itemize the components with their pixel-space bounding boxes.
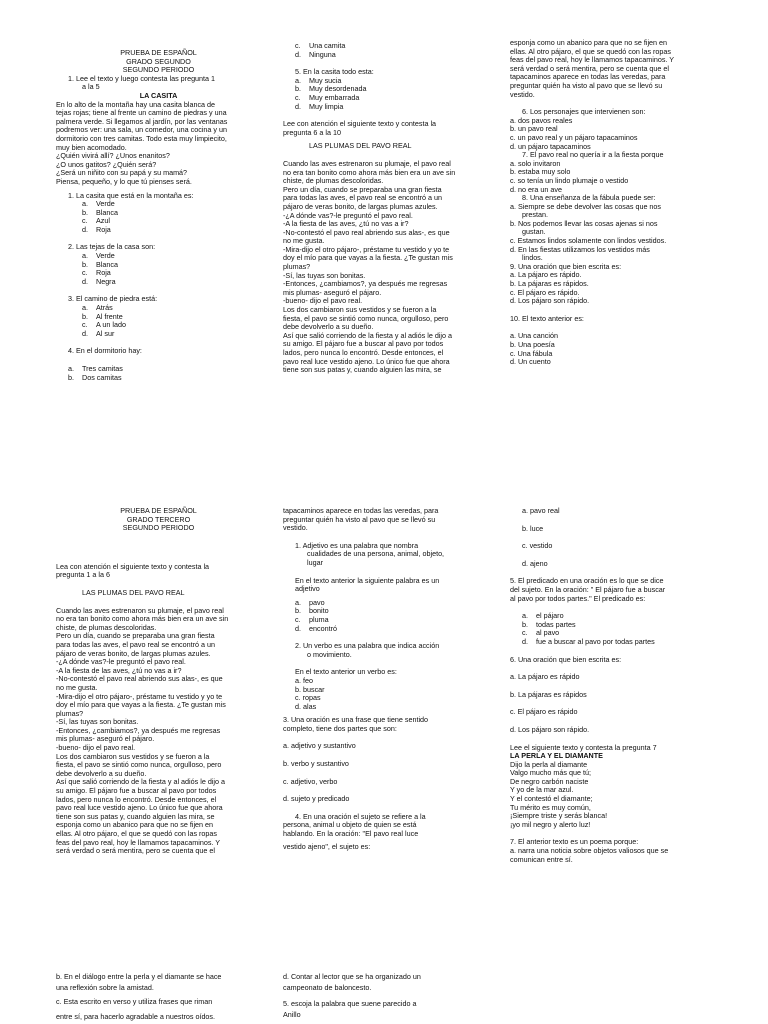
option[interactable]: a. solo invitaron xyxy=(510,158,561,168)
question-1: 1. Adjetivo es una palabra que nombra cualidades de una persona, animal, objeto, lugar xyxy=(295,540,445,567)
option[interactable]: a. Tres camitas xyxy=(68,364,123,373)
page1-column1 xyxy=(56,49,261,382)
option[interactable]: b. En el diálogo entre la perla y el diamante se hace xyxy=(56,972,222,981)
option[interactable]: d. ajeno xyxy=(522,558,548,568)
option[interactable]: a. Una canción xyxy=(510,331,558,341)
option[interactable]: d. Los pájaro son rápido. xyxy=(510,724,590,734)
question-6: 6. Los personajes que intervienen son: xyxy=(522,107,646,117)
question-5: 5. El predicado en una oración es lo que se dice del sujeto. En la oración: " El pájaro fue a buscar al pavo por todos partes." El predicado es: xyxy=(510,576,666,603)
option[interactable]: c. al pavo xyxy=(522,628,560,638)
option[interactable]: b. un pavo real xyxy=(510,124,558,134)
question-10: 10. El texto anterior es: xyxy=(510,313,584,323)
question-5: 5. En la casita todo esta: xyxy=(295,67,374,77)
option[interactable]: b. Muy desordenada xyxy=(295,84,367,94)
option[interactable]: b. todas partes xyxy=(522,619,576,629)
option[interactable]: b. Al frente xyxy=(82,311,123,321)
option[interactable]: d. no era un ave xyxy=(510,184,562,194)
page3-column2: d. Contar al lector que se ha organizado un campeonato de baloncesto. 5. escoja la palabra que suene parecido a Anillo xyxy=(283,972,487,1020)
question-8: 8. Una enseñanza de la fábula puede ser: xyxy=(522,193,656,203)
option[interactable]: d. En las fiestas utilizamos los vestidos más xyxy=(510,244,650,254)
option[interactable]: a. dos pavos reales xyxy=(510,115,573,125)
option[interactable]: b. verbo y sustantivo xyxy=(283,759,349,769)
story-text: esponja como un abanico para que no se fijen en ellas. Al otro pájaro, el que se quedó con las ropas feas del pavo real, hoy le llamamos tapacaminos. Y será verdad o será mentira, pero se cuenta que el tapacaminos aparece en todas las veredas, para preguntar quién ha visto al pavo que se llevó su vestido. xyxy=(510,38,675,99)
option[interactable]: c. Roja xyxy=(82,268,111,278)
option-cont: gustan. xyxy=(522,227,546,237)
option[interactable]: c. El pájaro es rápido. xyxy=(510,287,580,297)
page3-column1: b. En el diálogo entre la perla y el diamante se hace una reflexión sobre la amistad. c. Esta escrito en verso y utiliza frases que riman entre sí, para hacerlo agradable a nuestros oídos. xyxy=(56,972,261,1022)
page2-column1 xyxy=(56,507,261,856)
option[interactable]: b. estaba muy solo xyxy=(510,167,571,177)
story-text: Cuando las aves estrenaron su plumaje, el pavo real no era tan bonito como ahora más bien era un ave sin chiste, de plumas descoloridas. Pero un día, cuando se preparaba una gran fiesta para todas las aves, el pavo real se encontró a un pájaro de veras bonito, de largas plumas azules. -¿A dónde vas?-le preguntó el pavo real. -A la fiesta de las aves, ¿tú no vas a ir? -No-contestó el pavo real abriendo sus alas-, es que no me gusta. -Mira-dijo el otro pájaro-, préstame tu vestido y yo te doy el mío para que vayas a la fiesta. ¿Te gustan mis plumas? -Sí, las tuyas son bonitas. -Entonces, ¿cambiamos?, ya después me regresas mis plumas- aseguró el pájaro. -bueno- dijo el pavo real. Los dos cambiaron sus vestidos y se fueron a la fiesta, el pavo se sintió como nunca, orgulloso, pero debe devolverlo a su dueño. Así que salió corriendo de la fiesta y al adiós le dijo a su amigo. El pájaro fue a buscar al pavo por todos lados, pero nunca lo encontró. Desde entonces, el pavo real luce vestido ajeno. Lo único fue que ahora tiene son sus patas y, cuando alguien las mira, se esponja como un abanico para que no se fijen en ellas. Al otro pájaro, el que se quedó con las ropas feas del pavo real, hoy le llamamos tapacaminos. Y será verdad o será mentira, pero se cuenta que el xyxy=(56,605,229,856)
option[interactable]: b. bonito xyxy=(295,606,329,616)
question-1: 1. La casita que está en la montaña es: xyxy=(68,190,194,200)
option[interactable]: b. Una poesía xyxy=(510,340,555,349)
question-1-prompt: En el texto anterior la siguiente palabra es un adjetivo xyxy=(295,575,440,594)
question-7: 7. El anterior texto es un poema porque: a. narra una noticia sobre objetos valiosos que se comunican entre sí. xyxy=(510,838,720,864)
option[interactable]: b. Nos podemos llevar las cosas ajenas si nos xyxy=(510,218,658,228)
option[interactable]: d. fue a buscar al pavo por todas partes xyxy=(522,636,655,646)
option[interactable]: a. adjetivo y sustantivo xyxy=(283,741,356,751)
option[interactable]: a. Verde xyxy=(82,251,115,261)
option[interactable]: c. adjetivo, verbo xyxy=(283,776,338,786)
option[interactable]: b. Blanca xyxy=(82,259,118,269)
grade-label: GRADO SEGUNDO xyxy=(126,56,191,66)
instruction: 1. Lee el texto y luego contesta las pregunta 1 xyxy=(68,73,216,83)
option[interactable]: a. feo xyxy=(295,675,313,685)
option[interactable]: d. alas xyxy=(295,701,317,711)
option-cont: lindos. xyxy=(522,253,543,263)
option[interactable]: b. La pájaras es rápidos xyxy=(510,689,587,699)
option[interactable]: a. La pájaro es rápido. xyxy=(510,270,582,280)
option[interactable]: c. Muy embarrada xyxy=(295,92,360,102)
page1-column2 xyxy=(283,42,487,375)
period-label: SEGUNDO PERIODO xyxy=(122,65,195,75)
option[interactable]: a. Atrás xyxy=(82,303,113,313)
question-7: 7. El pavo real no quería ir a la fiesta porque xyxy=(522,150,664,160)
question-3: 3. El camino de piedra está: xyxy=(68,294,158,304)
period-label: SEGUNDO PERIODO xyxy=(122,523,195,533)
story-title: LAS PLUMAS DEL PAVO REAL xyxy=(309,141,412,151)
question-5: 5. escoja la palabra que suene parecido a xyxy=(283,999,417,1008)
story-questions: ¿Quién vivirá allí? ¿Unos enanitos? ¿O unos gatitos? ¿Quién será? ¿Será un niñito con su papá y su mamá? Piensa, pequeño, y lo que tú pienses será. xyxy=(56,151,192,186)
option[interactable]: c. so tenía un lindo plumaje o vestido xyxy=(510,175,629,185)
option[interactable]: d. Al sur xyxy=(82,328,115,338)
option[interactable]: a. pavo xyxy=(295,597,325,607)
option[interactable]: a. pavo real xyxy=(522,506,560,515)
poem-text: Dijo la perla al diamante Valgo mucho más que tú; De negro carbón naciste Y yo de la mar azul. Y el contestó el diamante; Tu mérito es muy común, ¡Siempre triste y serás blanca! ¡yo mil negro y alerto luz! xyxy=(510,759,608,829)
option[interactable]: d. Ninguna xyxy=(295,49,336,59)
option[interactable]: a. Muy sucia xyxy=(295,75,342,85)
question-4: 4. En el dormitorio hay: xyxy=(68,346,142,356)
option[interactable]: d. encontró xyxy=(295,623,337,633)
question-3: 3. Una oración es una frase que tiene sentido completo, tiene dos partes que son: xyxy=(283,715,429,733)
option[interactable]: d. Los pájaro son rápido. xyxy=(510,296,590,306)
option[interactable]: c. El pájaro es rápido xyxy=(510,707,578,717)
question-2-prompt: En el texto anterior un verbo es: xyxy=(295,667,397,677)
option[interactable]: a. La pájaro es rápido xyxy=(510,672,580,682)
option[interactable]: d. Un cuento xyxy=(510,357,551,367)
instruction: Lee con atención el siguiente texto y contesta la pregunta 6 a la 10 xyxy=(283,119,437,137)
page2-column2 xyxy=(283,507,487,851)
option[interactable]: c. un pavo real y un pájaro tapacaminos xyxy=(510,132,638,142)
option[interactable]: b. La pájaras es rápidos. xyxy=(510,279,589,289)
option[interactable]: c. Una fábula xyxy=(510,348,553,358)
story-text: Cuando las aves estrenaron su plumaje, el pavo real no era tan bonito como ahora más bien era un ave sin chiste, de plumas descoloridas. Pero un día, cuando se preparaba una gran fiesta para todas las aves, el pavo real se encontró a un pájaro de veras bonito, de largas plumas azules. -¿A dónde vas?-le preguntó el pavo real. -A la fiesta de las aves, ¿tú no vas a ir? -No-contestó el pavo real abriendo sus alas-, es que no me gusta. -Mira-dijo el otro pájaro-, préstame tu vestido y yo te doy el mío para que vayas a la fiesta. ¿Te gustan mis plumas? -Sí, las tuyas son bonitas. -Entonces, ¿cambiamos?, ya después me regresas mis plumas- aseguró el pájaro. -bueno- dijo el pavo real. Los dos cambiaron sus vestidos y se fueron a la fiesta, el pavo se sintió como nunca, orgulloso, pero debe devolverlo a su dueño. Así que salió corriendo de la fiesta y al adiós le dijo a su amigo. El pájaro fue a buscar al pavo por todos lados, pero nunca lo encontró. Desde entonces, el pavo real luce vestido ajeno. Lo único fue que ahora tiene son sus patas y, cuando alguien las mira, se xyxy=(283,158,456,375)
question-9: 9. Una oración que bien escrita es: xyxy=(510,261,622,271)
option[interactable]: c. Estamos lindos solamente con lindos vestidos. xyxy=(510,236,667,246)
option-cont: prestan. xyxy=(522,210,548,220)
poem-title: LA PERLA Y EL DIAMANTE xyxy=(510,751,603,761)
option[interactable]: d. sujeto y predicado xyxy=(283,794,350,804)
option[interactable]: c. ropas xyxy=(295,693,321,703)
option[interactable]: c. Azul xyxy=(82,216,110,226)
option[interactable]: d. Negra xyxy=(82,276,116,286)
question-2: 2. Las tejas de la casa son: xyxy=(68,242,156,252)
grade-label: GRADO TERCERO xyxy=(126,514,191,524)
story-title: LAS PLUMAS DEL PAVO REAL xyxy=(82,587,185,597)
exam-title: PRUEBA DE ESPAÑOL xyxy=(120,506,197,515)
story-title: LA CASITA xyxy=(139,90,178,100)
instruction-cont: a la 5 xyxy=(82,82,100,92)
option[interactable]: b. Dos camitas xyxy=(68,372,122,382)
option[interactable]: b. buscar xyxy=(295,684,325,694)
instruction: Lee el siguiente texto y contesta la pregunta 7 xyxy=(510,742,657,752)
option[interactable]: b. Blanca xyxy=(82,207,118,217)
page2-column3 xyxy=(510,507,720,864)
options xyxy=(510,117,720,151)
option[interactable]: a. Verde xyxy=(82,199,115,209)
page1-column3 xyxy=(510,39,720,367)
instruction: Lea con atención el siguiente texto y contesta la pregunta 1 a la 6 xyxy=(56,561,210,580)
option[interactable]: c. A un lado xyxy=(82,320,126,330)
option[interactable]: a. Siempre se debe devolver las cosas que nos xyxy=(510,201,662,211)
option[interactable]: d. Roja xyxy=(82,224,111,234)
option[interactable]: d. Muy limpia xyxy=(295,101,344,111)
option[interactable]: d. Contar al lector que se ha organizado un xyxy=(283,972,421,981)
option[interactable]: c. Una camita xyxy=(295,41,346,50)
option[interactable]: b. luce xyxy=(522,523,544,533)
exam-title: PRUEBA DE ESPAÑOL xyxy=(120,48,197,57)
option[interactable]: c. Esta escrito en verso y utiliza frases que riman xyxy=(56,997,213,1006)
option[interactable]: d. un pájaro tapacaminos xyxy=(510,141,591,151)
option[interactable]: c. vestido xyxy=(522,541,553,551)
question-6: 6. Una oración que bien escrita es: xyxy=(510,654,622,664)
story-text: tapacaminos aparece en todas las veredas, para preguntar quién ha visto al pavo que se llevó su vestido. xyxy=(283,506,439,533)
story-text: En lo alto de la montaña hay una casita blanca de tejas rojas; tiene al frente un camino de piedras y una palmera verde. Si llegamos al jardín, por las ventanas podremos ver: una sala, un comedor, una cocina y un dormitorio con tres camitas. Todo esta muy limpiecito, muy bien acomodado. xyxy=(56,99,228,152)
option[interactable]: a. el pájaro xyxy=(522,611,564,621)
option[interactable]: c. pluma xyxy=(295,614,329,624)
question-4: 4. En una oración el sujeto se refiere a la persona, animal u objeto de quien se está hablando. En la oración: "El pavo real luce vestido ajeno", el sujeto es: xyxy=(283,811,426,851)
option[interactable]: a. narra una noticia sobre objetos valiosos que se xyxy=(510,846,669,856)
question-2: 2. Un verbo es una palabra que indica acción o movimiento. xyxy=(295,641,440,659)
